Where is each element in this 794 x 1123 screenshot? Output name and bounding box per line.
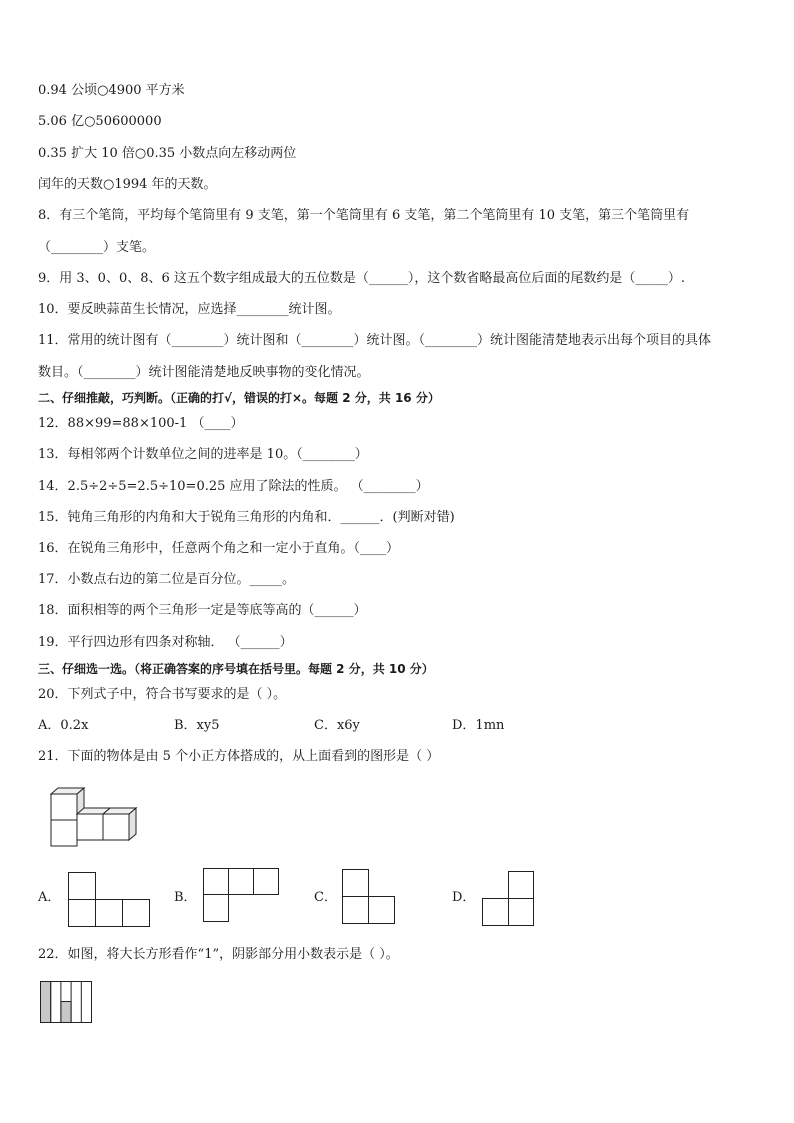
section-2-header: 二、仔细推敲，巧判断。（正确的打√，错误的打×。每题 2 分，共 16 分） — [38, 391, 440, 405]
q21-option-b: B． — [174, 890, 197, 905]
question-11: 11．常用的统计图有（________）统计图和（________）统计图。（________）统计图能清楚地表示出每个项目的具体 — [38, 333, 712, 348]
question-12: 12．88×99=88×100-1 （____） — [38, 416, 244, 431]
question-15: 15．钝角三角形的内角和大于锐角三角形的内角和．______．(判断对错) — [38, 510, 455, 525]
question-9: 9．用 3、0、0、8、6 这五个数字组成最大的五位数是（______），这个数省略最高位后面的尾数约是（_____）. — [38, 271, 686, 286]
question-17: 17．小数点右边的第二位是百分位。_____。 — [38, 572, 296, 587]
cube-stack-figure — [44, 786, 136, 850]
q21-option-a: A． — [38, 890, 61, 905]
question-14: 14．2.5÷2÷5=2.5÷10=0.25 应用了除法的性质。 （________） — [38, 479, 429, 494]
text-line: 0.94 公顷○4900 平方米 — [38, 83, 185, 98]
q20-option-a: A．0.2x — [38, 718, 89, 733]
question-18: 18．面积相等的两个三角形一定是等底等高的（______） — [38, 603, 367, 618]
q21-figure-b — [203, 868, 281, 924]
question-20: 20．下列式子中，符合书写要求的是（ ）。 — [38, 687, 287, 702]
question-19: 19．平行四边形有四条对称轴． （______） — [38, 635, 293, 650]
question-21: 21．下面的物体是由 5 个小正方体搭成的，从上面看到的图形是（ ） — [38, 749, 440, 764]
text-line: 闰年的天数○1994 年的天数。 — [38, 177, 217, 192]
question-22: 22．如图，将大长方形看作“1”，阴影部分用小数表示是（ ）。 — [38, 947, 399, 962]
q20-option-b: B．xy5 — [174, 718, 220, 733]
question-8: 8．有三个笔筒，平均每个笔筒里有 9 支笔，第一个笔筒里有 6 支笔，第二个笔筒里有 10 支笔，第三个笔筒里有 — [38, 208, 690, 223]
q21-figure-d — [482, 871, 536, 927]
q21-figure-c — [342, 869, 396, 925]
q20-option-c: C．x6y — [314, 718, 360, 733]
question-11-cont: 数目。（________）统计图能清楚地反映事物的变化情况。 — [38, 365, 370, 380]
shaded-rectangle-figure — [40, 981, 94, 1025]
section-3-header: 三、仔细选一选。（将正确答案的序号填在括号里。每题 2 分，共 10 分） — [38, 662, 434, 676]
q21-figure-a — [68, 872, 152, 928]
q21-option-d: D． — [452, 890, 476, 905]
question-16: 16．在锐角三角形中，任意两个角之和一定小于直角。（____） — [38, 541, 400, 556]
q21-option-c: C． — [314, 890, 337, 905]
q20-option-d: D．1mn — [452, 718, 505, 733]
question-13: 13．每相邻两个计数单位之间的进率是 10。（________） — [38, 447, 368, 462]
text-line: 5.06 亿○50600000 — [38, 114, 162, 129]
question-10: 10．要反映蒜苗生长情况，应选择________统计图。 — [38, 302, 341, 317]
question-8-cont: （________）支笔。 — [38, 240, 156, 255]
text-line: 0.35 扩大 10 倍○0.35 小数点向左移动两位 — [38, 146, 297, 161]
